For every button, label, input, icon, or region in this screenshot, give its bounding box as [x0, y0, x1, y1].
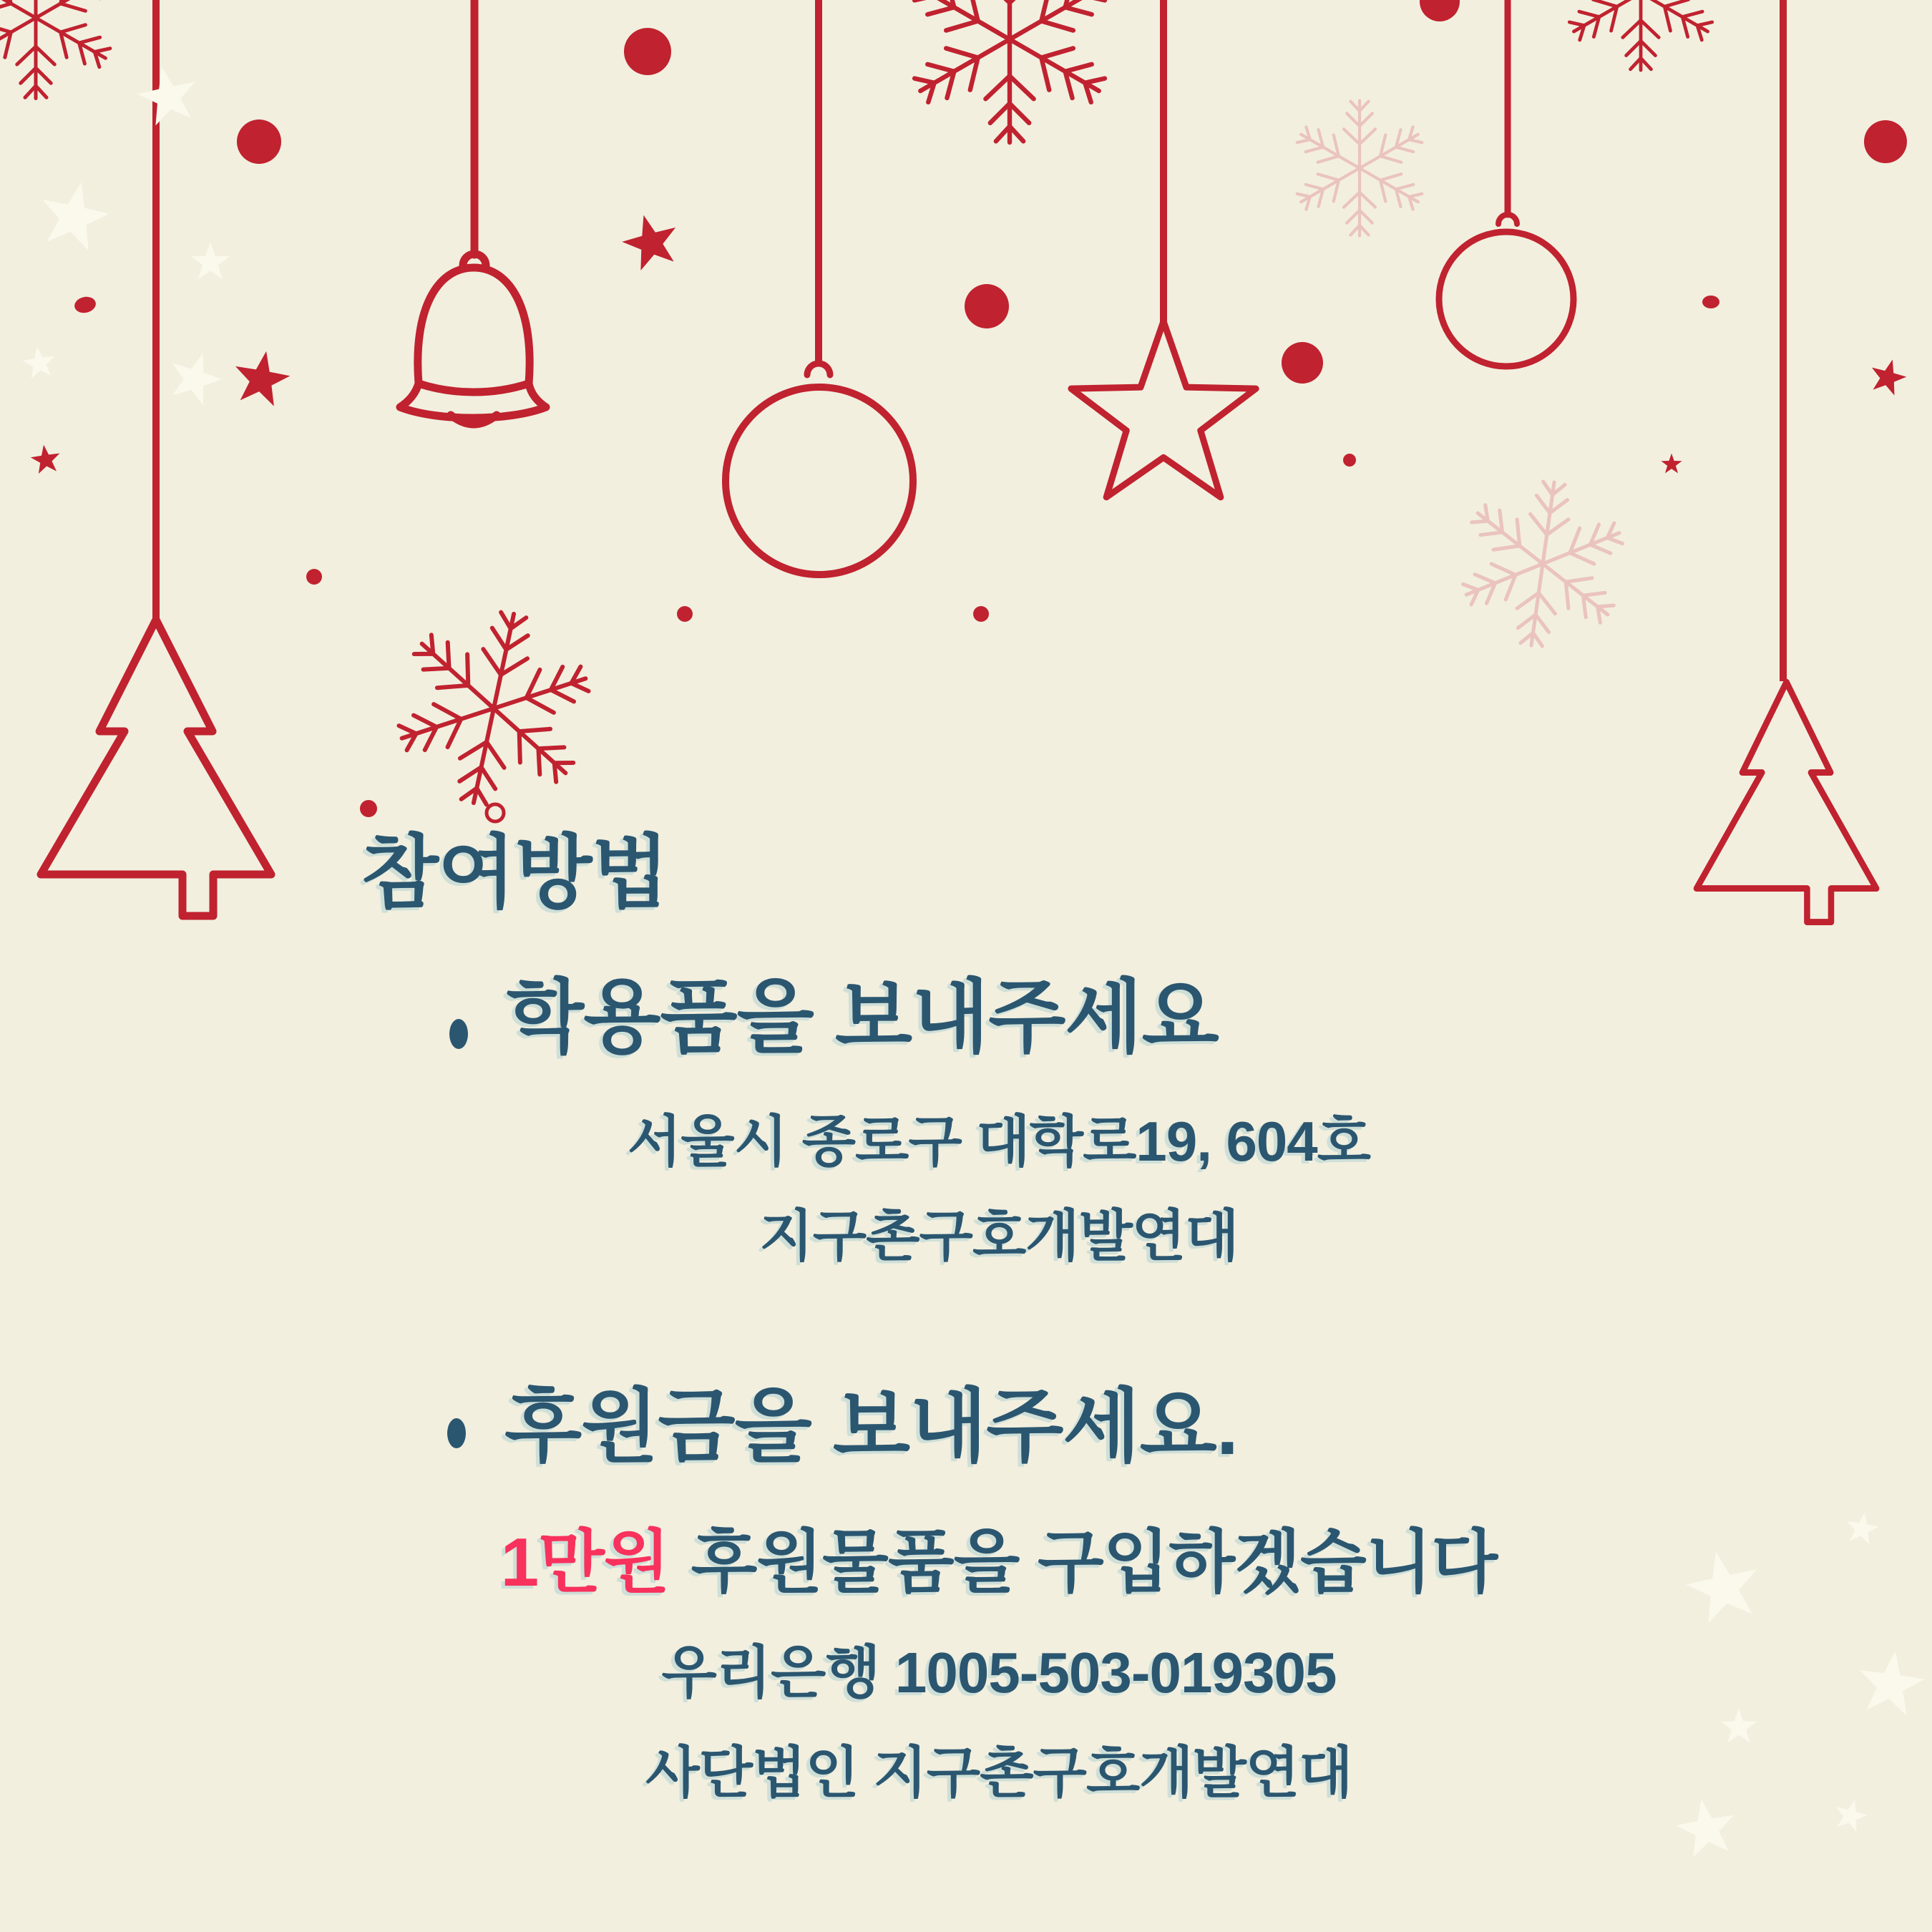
star-ornament-icon — [1071, 0, 1256, 497]
bell-icon — [400, 0, 546, 424]
snowflake-icon — [1293, 101, 1426, 236]
donation-amount: 1만원 — [500, 1524, 670, 1601]
red-stars — [29, 208, 1910, 475]
snowflake-icon — [381, 594, 607, 822]
small-circle-icon — [487, 804, 504, 821]
bullet-item-donation: 후원금을 보내주세요. — [504, 1382, 1238, 1471]
bullet-dot — [447, 1418, 466, 1448]
address-line-2: 지구촌구호개발연대 — [759, 1204, 1239, 1267]
snowflake-icon — [908, 0, 1111, 142]
section-title: 참여방법 — [361, 828, 668, 917]
christmas-tree-icon — [1697, 682, 1876, 922]
ornament-ball-icon — [726, 0, 913, 575]
snowflake-icon — [1565, 0, 1717, 70]
bullet-item-school-supplies: 학용품을 보내주세요 — [507, 972, 1219, 1062]
bank-account-line: 우리은행 1005-503-019305 — [661, 1641, 1337, 1704]
ornament-ball-icon — [1439, 0, 1574, 366]
christmas-tree-icon — [41, 620, 271, 916]
donation-amount-text: 후원물품을 구입하겠습니다 — [691, 1524, 1498, 1601]
organization-name: 사단법인 지구촌구호개발연대 — [645, 1741, 1352, 1804]
address-line-1: 서울시 종로구 대학로19, 604호 — [627, 1110, 1371, 1173]
snowflake-icon — [1451, 471, 1634, 657]
snowflake-icon — [0, 0, 115, 99]
bullet-dot — [449, 1019, 468, 1049]
donation-amount-line — [500, 1524, 1498, 1601]
